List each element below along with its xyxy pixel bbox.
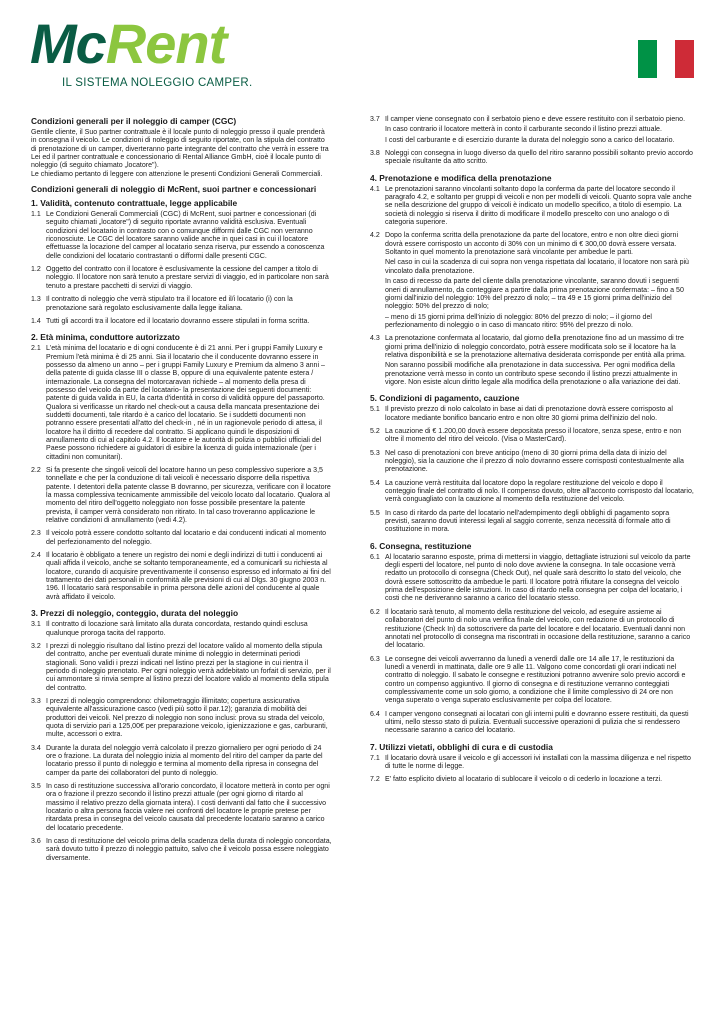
clause-paragraph: La cauzione verrà restituita dal locatore dopo la regolare restituzione del veicolo e dopo il conteggio finale del contratto di nolo. Il compenso dovuto, oltre all'acconto corrisposto dal locatario, verrà conguagliato con la cauzione al momento della restituzione del veicolo. [385,479,694,504]
intro-paragraph: Le chiediamo pertanto di leggere con attenzione le presenti Condizioni Generali Commerciali. [31,170,323,178]
clause [370,776,694,786]
right-column [370,116,694,790]
clause-paragraph: La cauzione di € 1.200,00 dovrà essere depositata presso il locatore, senza spese, entro e non oltre il momento del ritiro del veicolo. (Visa o MasterCard). [385,427,682,444]
section-heading: 2. Età minima, conduttore autorizzato [31,332,180,343]
clause-paragraph: Il locatario è obbligato a tenere un registro dei nomi e degli indirizzi di tutti i conducenti ai quali affida il veicolo, anche se soltanto temporaneamente, ed a comunicarli su richiesta al locatore, curando di acquisire preventivamente il consenso espresso ed informato ai fini del trattamento dei dati personali in conformità alle previsioni di cui al Dlgs. 30 giugno 2003 n. 196. Il locatario sarà responsabile in prima persona delle azioni del conducente al quale avrà affidato il veicolo. [46,552,331,601]
clause [370,755,694,774]
clause-paragraph: In caso di restituzione del veicolo prima della scadenza della durata di noleggio concordata, sarà dovuto tutto il prezzo di noleggio pattuito, salvo che il veicolo possa essere noleggiato diversamente. [46,838,332,862]
clause-paragraph: I prezzi di noleggio risultano dal listino prezzi del locatore valido al momento della stipula del contratto, anche per eventuali durate minime di noleggio in determinati periodi stagionali. Sono validi i prezzi indicati nel listino prezzi per la stagione in cui rientra il periodo di noleggio prenotato. Per ogni noleggio verrà addebitato un forfait di servizio, per il cui ammontare si rinvia sempre al listino prezzi del locatore valido al momento della stipula del contratto. [46,642,331,692]
clause-text [46,783,332,835]
clause-text [385,116,694,147]
clause-number: 7.2 [370,776,380,784]
clause-number: 2.1 [31,345,41,353]
clause-number: 3.7 [370,116,380,123]
clause-number: 3.5 [31,783,41,790]
clause [31,211,332,263]
clause-number: 4.3 [370,335,380,343]
clause-paragraph: La prenotazione confermata al locatario, dal giorno della prenotazione fino ad un massimo di tre giorni prima dell'inizio di noleggio concordato, potrà essere modificata solo se il locatore ha la relativa disponibilità e se la prenotazione alternativa desiderata corrisponde per entità alla prima. [385,335,686,359]
clause-text [46,211,332,263]
clause-paragraph: Noleggi con consegna in luogo diverso da quello del ritiro saranno possibili soltanto previo accordo speciale risultante da atto scritto. [385,150,693,166]
clause-paragraph: In caso contrario il locatore metterà in conto il carburante secondo il listino prezzi attuale. [385,126,662,134]
clause-text [385,711,694,738]
clause-text [46,296,332,315]
clause-paragraph: Dopo la conferma scritta della prenotazione da parte del locatore, entro e non oltre dieci giorni dovrà essere corrisposto un acconto di 30% con un minimo di € 300,00 dovrà essere versata. Soltanto in quel momento la prenotazione sarà vincolante per ambedue le parti. [385,232,679,257]
clause-text [46,266,332,293]
clause [370,450,694,477]
section-heading: 3. Prezzi di noleggio, conteggio, durata del noleggio [31,608,239,619]
clause [31,296,332,315]
clause [370,335,694,389]
clause [370,116,694,147]
clause-number: 6.3 [370,655,380,663]
italian-flag-icon [638,40,694,78]
left-column [31,116,332,868]
clause-text [385,656,694,708]
clause-number: 2.2 [31,467,41,474]
clause-number: 7.1 [370,754,380,762]
clause [370,150,694,169]
clause [370,428,694,447]
clause-number: 3.4 [31,744,41,752]
clause-text [385,776,694,786]
section-heading: 4. Prenotazione e modifica della prenotazione [370,172,552,183]
clause-paragraph: I camper vengono consegnati ai locatari con gli interni puliti e dovranno essere restituiti, da questi ultimi, nello stesso stato di pulizia. Eventuali successive operazioni di pulizia che si rendessero necessarie saranno a carico del locatario. [385,710,689,735]
clause-text [46,621,332,640]
clause-paragraph: Il veicolo potrà essere condotto soltanto dal locatario e dai conducenti indicati al momento del perfezionamento del noleggio. [46,530,327,546]
clause-number: 3.3 [31,697,41,705]
clause-paragraph: Il locatario dovrà usare il veicolo e gli accessori ivi installati con la massima diligenza e nel rispetto di tutte le norme di legge. [385,754,691,770]
clause-paragraph: Nel caso in cui la scadenza di cui sopra non venga rispettata dal locatario, il locatore non sarà più vincolato dalla prenotazione. [385,259,689,275]
clause-text [385,450,694,477]
right-sections [370,116,694,787]
clause-number: 6.2 [370,608,380,616]
clause-text [46,318,332,328]
clause-number: 5.2 [370,427,380,435]
clause-paragraph: Nel caso di prenotazioni con breve anticipo (meno di 30 giorni prima della data di inizio del noleggio), sia la cauzione che il prezzo di nolo dovranno essere corrisposti contestualmente alla prenotazione. [385,449,684,474]
clause-number: 5.5 [370,509,380,517]
clause [370,711,694,738]
clause-paragraph: Al locatario saranno esposte, prima di mettersi in viaggio, dettagliate istruzioni sul veicolo da parte degli esperti del locatore, nel punto di nolo dove avviene la consegna. In tale occasione verrà redatto un protocollo di consegna (Check Out), nel quale sarà descritto lo stato del veicolo, che dovrà essere sottoscritto da ambedue le parti. Il locatore potrà rifiutare la consegna del veicolo prima dell'esposizione delle istruzioni. In caso di ritardo nella consegna per colpa del locatario, i costi che ne deriveranno saranno a carico del locatario stesso. [385,553,691,603]
clause [31,266,332,293]
clause [31,698,332,742]
clause-number: 1.3 [31,296,41,304]
clause-number: 3.2 [31,642,41,650]
clause [370,406,694,425]
clause [370,232,694,332]
section-heading: 7. Utilizzi vietati, obblighi di cura e di custodia [370,741,553,752]
clause-paragraph: Tutti gli accordi tra il locatore ed il locatario dovranno essere stipulati in forma scritta. [46,317,310,325]
mcrent-logo: McRent [30,12,227,75]
header [0,0,725,110]
clause-number: 2.4 [31,552,41,560]
clause-paragraph: Non saranno possibili modifiche alla prenotazione in data successiva. Per ogni modifica della prenotazione verrà messo in conto un contributo spese secondo il listino prezzi attualmente in vigore. Non esiste alcun diritto legale alla modifica della prenotazione o alla variazione dei dati. [385,362,681,386]
clause-text [385,406,694,425]
flag-stripe-red [675,40,694,78]
clause-paragraph: Si fa presente che singoli veicoli del locatore hanno un peso complessivo superiore a 3,5 tonnellate e che per la conduzione di tali veicoli è necessario disporre della rispettiva patente. I detentori della patente classe B dovranno, per sicurezza, verificare con il locatore la massa complessiva tecnicamente ammissibile del veicolo locato dal locatario. Qualora al momento del ritiro dell'oggetto noleggiato non fosse possibile presentare la patente prevista, il camper verrà considerato non ritirato. In tal caso troveranno applicazione le relative condizioni di annullamento (vedi 4.2). [46,467,331,525]
clause-number: 3.6 [31,838,41,846]
clause-text [385,480,694,507]
clause-paragraph: Le consegne dei veicoli avverranno da lunedì a venerdì dalle ore 14 alle 17, le restituzioni da lunedì a venerdì in mattinata, dalle ore 9 alle 11. Valgono come concordati gli orari indicati nel contratto di noleggio. Il sabato le consegne e restituzioni potranno avvenire solo previo accordi e contro un compenso aggiuntivo. Il giorno di consegna e di restituzione verranno conteggiati complessivamente come un solo giorno, a condizione che il limite complessivo di 24 ore non venga superato o venga superato esclusivamente per colpa del locatore. [385,655,686,705]
clause-paragraph: Le prenotazioni saranno vincolanti soltanto dopo la conferma da parte del locatore secondo il paragrafo 4.2, e soltanto per gruppi di veicoli e non per modelli di veicoli. Quanto sopra vale anche se nella descrizione del gruppo di veicoli è indicato un modello specifico, a titolo di esempio. La società di noleggio si riserva il diritto di modificare il modello prescelto con uno analogo o di categoria superiore. [385,185,692,227]
clause-number: 1.4 [31,317,41,325]
clause [31,552,332,604]
clause-text [46,552,332,604]
clause [370,510,694,537]
clause-paragraph: In caso di restituzione successiva all'orario concordato, il locatore metterà in conto per ogni ora o frazione il prezzo secondo il listino prezzi attuale (per ogni giorno di ritardo al massimo il relativo prezzo della giornata intera). I costi derivanti dal fatto che il successivo locatario o altra persona faccia valere nei confronti del locatore le proprie pretese per ritardata presa in consegna del veicolo causata dal precedente locatario saranno a carico del locatario precedente. [46,783,330,832]
clause-number: 4.2 [370,232,380,240]
clause-text [46,345,332,464]
intro [31,116,332,194]
clause [370,186,694,230]
clause [31,530,332,549]
clause-text [46,643,332,695]
clause-number: 1.2 [31,266,41,274]
clause-number: 5.1 [370,406,380,414]
clause-number: 3.8 [370,150,380,158]
tagline: IL SISTEMA NOLEGGIO CAMPER. [62,77,253,89]
clause-text [385,186,694,230]
clause-paragraph: I costi del carburante e di esercizio durante la durata del noleggio sono a carico del locatario. [385,136,675,144]
clause-text [46,745,332,780]
clause-number: 6.4 [370,710,380,718]
clause-text [385,755,694,774]
clause-paragraph: Il camper viene consegnato con il serbatoio pieno e deve essere restituito con il serbatoio pieno. [385,116,686,123]
clause [31,838,332,865]
clause-number: 2.3 [31,530,41,538]
clause [370,554,694,606]
clause-paragraph: I prezzi di noleggio comprendono: chilometraggio illimitato; copertura assicurativa equivalente all'assicurazione casco (vedi più sotto il par.12); garanzia di mobilità dei produttori dei veicoli. Nel prezzo di noleggio non sono inclusi: prova su strada del veicolo, quota di servizio pari a 125,00€ per preparazione veicolo, igienizzazione e gas, carburanti, multe, accessori o extra. [46,697,328,739]
flag-stripe-green [638,40,657,78]
clause-text [46,530,332,549]
clause-paragraph: Il contratto di noleggio che verrà stipulato tra il locatore ed il/i locatario (i) con la prenotazione sarà regolato esclusivamente dalla legge italiana. [46,296,293,312]
clause-paragraph: – meno di 15 giorni prima dell'inizio di noleggio: 80% del prezzo di nolo; – il giorno del perfezionamento di noleggio o in caso di mancato ritiro: 95% del prezzo di nolo. [385,313,652,329]
clause [31,643,332,695]
clause-number: 6.1 [370,553,380,561]
clause-paragraph: E' fatto esplicito divieto al locatario di sublocare il veicolo o di cederlo in locazione a terzi. [385,776,663,784]
clause-paragraph: In caso di ritardo da parte del locatario nell'adempimento degli obblighi di pagamento sopra previsti, saranno dovuti interessi legali al saggio corrente, senza necessità di formale atto di costituzione in mora. [385,509,671,534]
flag-stripe-white [657,40,676,78]
clause-text [385,554,694,606]
clause-paragraph: Il contratto di locazione sarà limitato alla durata concordata, restando quindi esclusa qualunque proroga tacita del rapporto. [46,621,308,637]
clause-text [385,609,694,653]
clause [370,656,694,708]
section-heading: 6. Consegna, restituzione [370,540,472,551]
clause-text [46,838,332,865]
clause [370,480,694,507]
clause [31,467,332,527]
clause-number: 5.4 [370,479,380,487]
clause-number: 1.1 [31,211,41,219]
clause-paragraph: L'età minima del locatario e di ogni conducente è di 21 anni. Per i gruppi Family Luxury e Premium l'età minima è di 25 anni. Sia il locatario che il conducente dovranno essere in possesso da almeno un anno – per i gruppi Family Luxury e Premium da almeno 3 anni – della patente di guida classe III o classe B, oppure di una equivalente patente estera / internazionale. La consegna del motorcaravan richiede – al momento della presa di possesso del veicolo da parte del locatario- la presentazione dei seguenti documenti: patente di guida valida in EU, la carta d'identità in corso di validità oppure del passaporto. Qualora si verificasse un ritardo nel check-out a causa della mancata presentazione dei suddetti documenti, tale ritardo è a carico del locatario. Se i suddetti documenti non potranno essere presentati all'atto del check-in , né in un ragionevole periodo di attesa, il locatore ha il diritto di recedere dal contratto. Si applicano quindi le disposizioni di annullamento di cui al capitolo 4.2. Il locatore e le autorità di polizia o pubblici ufficiali del Paese possono richiedere ai guidatori di esibire la licenza di guida internazionale (per i cittadini non comunitari). [46,345,325,461]
clause [31,621,332,640]
left-sections [31,198,332,865]
clause-paragraph: In caso di recesso da parte del cliente dalla prenotazione vincolante, saranno dovuti i seguenti oneri di annullamento, da conteggiare a partire dalla prima prenotazione confermata: – fino a 50 giorni dall'inizio del noleggio: 10% del prezzo di nolo; – tra 49 e 15 giorni prima dell'inizio del noleggio: 50% del prezzo di nolo; [385,278,684,311]
clause [31,745,332,780]
section-heading: 5. Condizioni di pagamento, cauzione [370,393,520,404]
clause-number: 4.1 [370,185,380,193]
clause-text [385,150,694,169]
clause-paragraph: Il locatario sarà tenuto, al momento della restituzione del veicolo, ad eseguire assieme ai collaboratori del punto di nolo una verifica finale del veicolo, con redazione di un protocollo di restituzione (Check In) da sottoscrivere da parte del locatore e del locatario. Eventuali danni non annotati nel protocollo di consegna ma riscontrati in occasione della restituzione, saranno a carico del locatario. [385,608,691,650]
clause [31,318,332,328]
clause-paragraph: Durante la durata del noleggio verrà calcolato il prezzo giornaliero per ogni periodo di 24 ore o frazione. La durata del noleggio inizia al momento del ritiro del camper da parte del locatario presso il punto di noleggio e termina al momento della ripresa in consegna del camper da parte dei collaboratori del punto di noleggio. [46,744,323,777]
clause-text [385,510,694,537]
clause-text [385,232,694,332]
clause-paragraph: Le Condizioni Generali Commerciali (CGC) di McRent, suoi partner e concessionari (di seguito chiamati „locatore") di seguito riportate avranno validità esclusiva. Eventuali condizioni del locatario in contrasto con o comunque difformi dalle CGC non verranno riconosciute. Le CGC del locatore saranno valide anche in quei casi in cui il locatore effettuasse la locazione del camper al locatario senza riserva, pur essendo a conoscenza delle condizioni del locatario contrastanti o difformi dalle presenti CGC. [46,211,325,260]
clause-paragraph: Il previsto prezzo di nolo calcolato in base ai dati di prenotazione dovrà essere corrisposto al locatore mediante bonifico bancario entro e non oltre 30 giorni prima dell'inizio del nolo. [385,406,673,422]
clause-paragraph: Oggetto del contratto con il locatore è esclusivamente la cessione del camper a titolo di noleggio. Il locatore non sarà tenuto a prestare servizi di viaggio, ed in particolare non sarà tenuto a prestare pacchetti di servizi di viaggio. [46,266,329,290]
clause [31,345,332,464]
clause [370,609,694,653]
document-subtitle: Condizioni generali di noleggio di McRent, suoi partner e concessionari [31,184,317,195]
clause-text [46,698,332,742]
clause-text [385,428,694,447]
intro-paragraph: Gentile cliente, il Suo partner contrattuale è il locale punto di noleggio presso il quale prenderà in consegna il veicolo. Le condizioni di noleggio di seguito riportate, con la stipula del contratto di prenotazione di un camper, diverteranno parte integrante del contratto che verrà in essere tra Lei ed il partner contrattuale e concessionario di Rental Alliance GmbH, cioè il locale punto di noleggio (di seguito chiamato „locatore"). [31,129,329,170]
document-title: Condizioni generali per il noleggio di camper (CGC) [31,116,237,126]
clause-number: 5.3 [370,449,380,457]
clause-number: 3.1 [31,621,41,629]
section-heading: 1. Validità, contenuto contrattuale, legge applicabile [31,198,238,209]
clause-text [385,335,694,389]
clause-text [46,467,332,527]
clause [31,783,332,835]
